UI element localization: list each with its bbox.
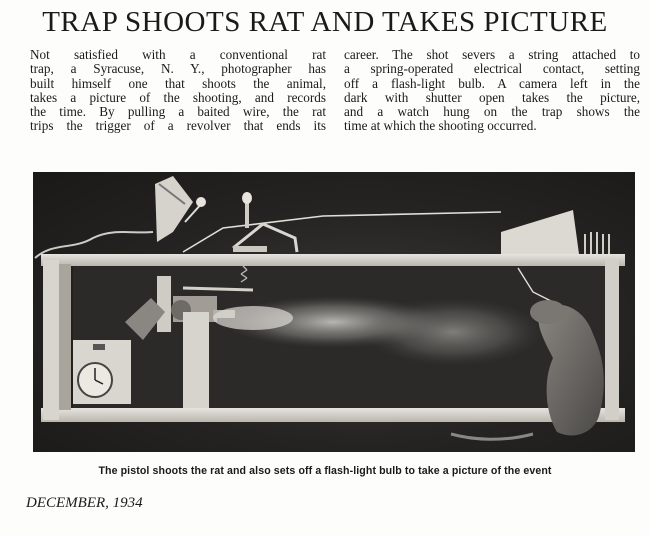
bait-wire xyxy=(183,212,501,252)
trip-box xyxy=(501,210,579,254)
trap-right-post xyxy=(605,260,619,420)
body-line: time at which the shooting occurred. xyxy=(344,118,537,134)
comb-pins xyxy=(585,232,609,254)
body-line: and a watch hung on the trap shows the xyxy=(344,104,640,120)
headline: TRAP SHOOTS RAT AND TAKES PICTURE xyxy=(42,6,608,38)
body-line: built himself one that shoots the animal, xyxy=(30,75,326,91)
body-line: takes a picture of the shooting, and records xyxy=(30,89,326,105)
spring-contact xyxy=(155,176,206,242)
issue-date: DECEMBER, 1934 xyxy=(26,495,143,511)
clock-box xyxy=(73,340,131,404)
body-line: trips the trigger of a revolver that ends its xyxy=(30,118,326,134)
body-line: career. The shot severs a string attached to xyxy=(344,47,640,62)
body-line: dark with shutter open takes the picture, xyxy=(344,89,640,105)
left-column xyxy=(30,48,326,134)
trap-photograph xyxy=(33,172,635,452)
body-line: trap, a Syracuse, N. Y., photographer has xyxy=(30,61,326,77)
trap-top-board xyxy=(41,254,625,266)
body-line: a spring-operated electrical contact, setting xyxy=(344,61,640,77)
photo-caption: The pistol shoots the rat and also sets off a flash-light bulb to take a picture of the event xyxy=(98,465,552,477)
flash-bulb xyxy=(233,192,297,252)
trap-base-board xyxy=(41,408,625,422)
body-line: off a flash-light bulb. A camera left in the xyxy=(344,75,640,91)
revolver-mount xyxy=(183,312,209,408)
article-body xyxy=(30,48,640,134)
body-line: the time. By pulling a baited wire, the rat xyxy=(30,104,326,120)
body-line: Not satisfied with a conventional rat xyxy=(30,47,326,62)
right-column xyxy=(344,48,640,134)
trap-left-post xyxy=(43,260,59,420)
